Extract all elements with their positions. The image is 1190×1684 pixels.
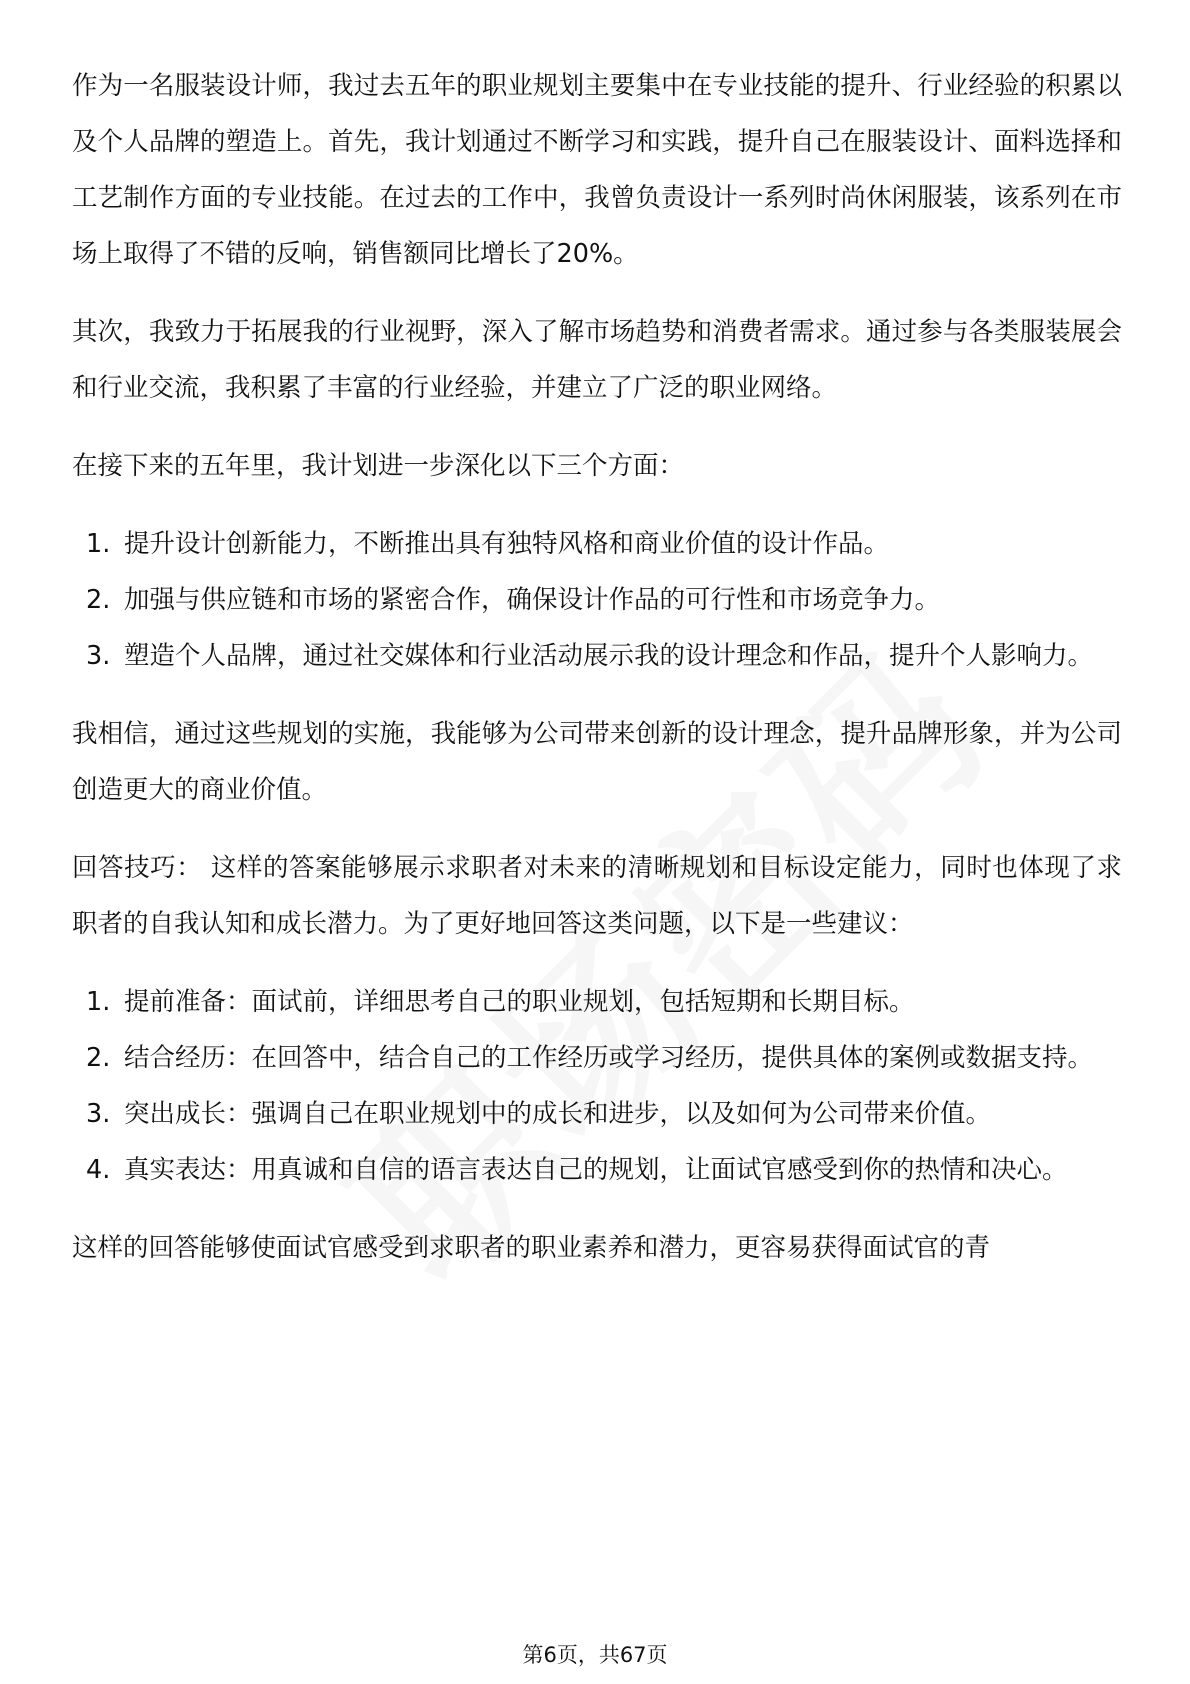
list-item	[72, 1142, 1122, 1198]
list-item-text: 加强与供应链和市场的紧密合作，确保设计作品的可行性和市场竞争力。	[124, 585, 941, 615]
list-number: 2.	[86, 1043, 111, 1073]
list-item	[72, 974, 1122, 1030]
list-item	[72, 516, 1122, 572]
paragraph-answer-tips: 回答技巧： 这样的答案能够展示求职者对未来的清晰规划和目标设定能力，同时也体现了求职者的自我认知和成长潜力。为了更好地回答这类问题，以下是一些建议：	[72, 853, 1122, 939]
tips-list	[72, 974, 1122, 1198]
list-item-text: 提升设计创新能力，不断推出具有独特风格和商业价值的设计作品。	[124, 529, 890, 559]
paragraph-career-history: 作为一名服装设计师，我过去五年的职业规划主要集中在专业技能的提升、行业经验的积累以及个人品牌的塑造上。首先，我计划通过不断学习和实践，提升自己在服装设计、面料选择和工艺制作方面的专业技能。在过去的工作中，我曾负责设计一系列时尚休闲服装，该系列在市场上取得了不错的反响，销售额同比增长了20%。	[72, 71, 1122, 269]
paragraph-belief: 我相信，通过这些规划的实施，我能够为公司带来创新的设计理念，提升品牌形象，并为公司创造更大的商业价值。	[72, 719, 1122, 805]
page-number: 第6页，共67页	[522, 1643, 668, 1667]
list-item-text: 结合经历：在回答中，结合自己的工作经历或学习经历，提供具体的案例或数据支持。	[124, 1043, 1094, 1073]
list-item-text: 真实表达：用真诚和自信的语言表达自己的规划，让面试官感受到你的热情和决心。	[124, 1155, 1068, 1185]
list-number: 4.	[86, 1155, 111, 1185]
paragraph-industry-vision: 其次，我致力于拓展我的行业视野，深入了解市场趋势和消费者需求。通过参与各类服装展会和行业交流，我积累了丰富的行业经验，并建立了广泛的职业网络。	[72, 317, 1122, 403]
list-item	[72, 628, 1122, 684]
list-item-text: 提前准备：面试前，详细思考自己的职业规划，包括短期和长期目标。	[124, 987, 915, 1017]
list-number: 1.	[86, 529, 111, 559]
paragraph-conclusion: 这样的回答能够使面试官感受到求职者的职业素养和潜力，更容易获得面试官的青	[72, 1233, 991, 1263]
list-item-text: 突出成长：强调自己在职业规划中的成长和进步，以及如何为公司带来价值。	[124, 1099, 992, 1129]
list-item	[72, 572, 1122, 628]
list-number: 3.	[86, 1099, 111, 1129]
list-item-text: 塑造个人品牌，通过社交媒体和行业活动展示我的设计理念和作品，提升个人影响力。	[124, 641, 1094, 671]
paragraph-next-five-years: 在接下来的五年里，我计划进一步深化以下三个方面：	[72, 451, 685, 481]
plan-list	[72, 516, 1122, 684]
document-body	[72, 58, 1122, 1276]
list-number: 2.	[86, 585, 111, 615]
list-number: 3.	[86, 641, 111, 671]
list-number: 1.	[86, 987, 111, 1017]
list-item	[72, 1086, 1122, 1142]
list-item	[72, 1030, 1122, 1086]
